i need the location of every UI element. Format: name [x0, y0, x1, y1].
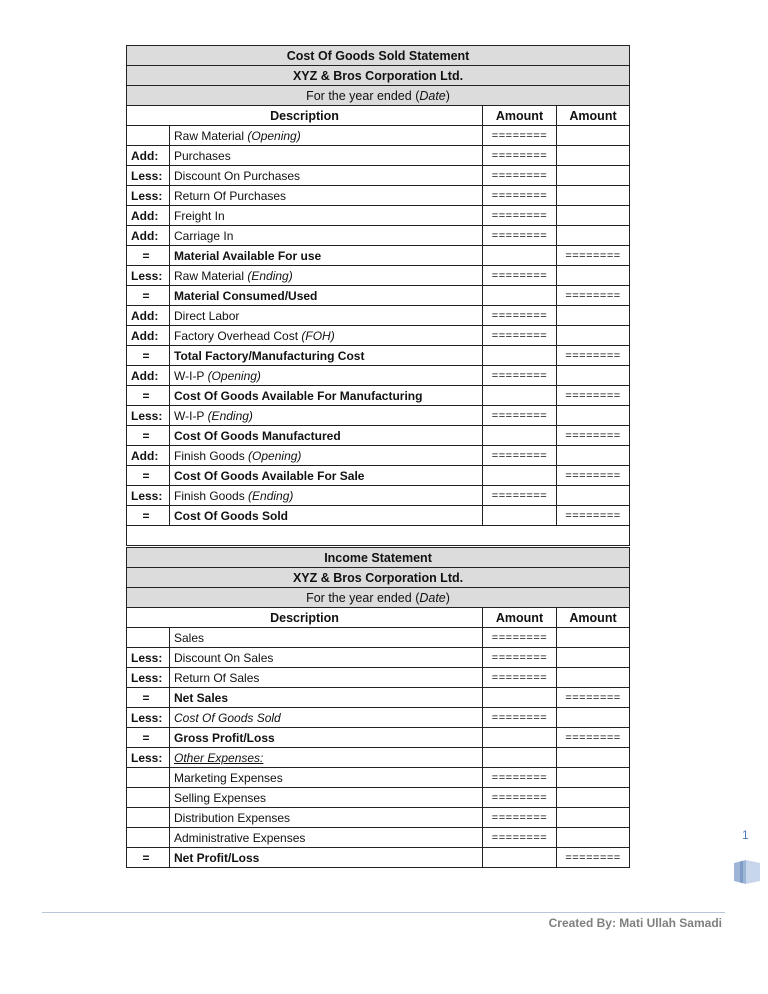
row-amount-2: [557, 446, 630, 466]
row-prefix: [127, 808, 170, 828]
row-prefix: Add:: [127, 306, 170, 326]
cogs-row: [127, 466, 630, 486]
row-prefix: =: [127, 426, 170, 446]
page-number: 1: [742, 828, 749, 842]
cogs-spacer: [127, 526, 630, 546]
row-prefix: Less:: [127, 166, 170, 186]
row-prefix: [127, 788, 170, 808]
row-prefix: =: [127, 466, 170, 486]
row-prefix: Less:: [127, 668, 170, 688]
row-note: (Opening): [248, 448, 302, 463]
row-amount-1: [483, 848, 557, 868]
income-rows: [127, 628, 630, 868]
row-amount-1: ========: [483, 808, 557, 828]
cogs-header: [127, 46, 630, 126]
row-amount-1: [483, 688, 557, 708]
row-amount-2: [557, 708, 630, 728]
income-title: Income Statement: [127, 548, 630, 568]
row-amount-2: [557, 406, 630, 426]
row-amount-2: [557, 186, 630, 206]
row-amount-1: ========: [483, 768, 557, 788]
row-amount-2: ========: [557, 346, 630, 366]
income-row: [127, 748, 630, 768]
row-prefix: =: [127, 506, 170, 526]
row-description: [170, 628, 483, 648]
row-label: Cost Of Goods Available For Sale: [174, 468, 365, 483]
row-amount-1: [483, 426, 557, 446]
row-prefix: Less:: [127, 708, 170, 728]
cogs-row: [127, 366, 630, 386]
row-description: [170, 446, 483, 466]
cogs-column-amount-1: Amount: [483, 106, 557, 126]
row-amount-2: [557, 206, 630, 226]
income-row: [127, 628, 630, 648]
row-prefix: Less:: [127, 486, 170, 506]
cogs-row: [127, 426, 630, 446]
income-row: [127, 768, 630, 788]
row-amount-2: [557, 808, 630, 828]
row-label: Cost Of Goods Manufactured: [174, 428, 341, 443]
row-amount-2: [557, 266, 630, 286]
cogs-row: [127, 286, 630, 306]
income-row: [127, 688, 630, 708]
row-amount-1: ========: [483, 446, 557, 466]
row-description: [170, 688, 483, 708]
row-amount-1: ========: [483, 126, 557, 146]
row-amount-1: ========: [483, 648, 557, 668]
row-label: Raw Material: [174, 128, 248, 143]
row-note: (Ending): [248, 488, 294, 503]
row-description: [170, 768, 483, 788]
row-amount-2: [557, 226, 630, 246]
footer-credit: Created By: Mati Ullah Samadi: [548, 916, 722, 930]
row-label: Cost Of Goods Available For Manufacturing: [174, 388, 423, 403]
row-prefix: =: [127, 386, 170, 406]
cogs-statement-table: [126, 45, 630, 546]
row-description: [170, 226, 483, 246]
row-description: [170, 668, 483, 688]
row-label: Carriage In: [174, 228, 234, 243]
row-description: [170, 708, 483, 728]
row-amount-2: [557, 828, 630, 848]
row-amount-2: [557, 648, 630, 668]
row-prefix: [127, 828, 170, 848]
row-label: Material Available For use: [174, 248, 322, 263]
row-description: [170, 266, 483, 286]
row-amount-1: ========: [483, 226, 557, 246]
row-label: Finish Goods: [174, 488, 249, 503]
row-prefix: =: [127, 848, 170, 868]
row-label: Cost Of Goods Sold: [174, 508, 288, 523]
row-label: W-I-P: [174, 368, 208, 383]
row-prefix: Add:: [127, 366, 170, 386]
cogs-row: [127, 226, 630, 246]
row-amount-1: ========: [483, 788, 557, 808]
row-prefix: Less:: [127, 266, 170, 286]
row-description: [170, 728, 483, 748]
row-prefix: Add:: [127, 226, 170, 246]
row-amount-2: ========: [557, 466, 630, 486]
row-prefix: =: [127, 688, 170, 708]
cogs-row: [127, 486, 630, 506]
row-amount-2: [557, 166, 630, 186]
row-label: Net Sales: [174, 690, 229, 705]
row-label: Raw Material: [174, 268, 248, 283]
row-prefix: =: [127, 286, 170, 306]
row-description: [170, 346, 483, 366]
row-amount-2: [557, 768, 630, 788]
row-amount-1: [483, 748, 557, 768]
row-amount-2: [557, 366, 630, 386]
row-amount-1: ========: [483, 266, 557, 286]
row-description: [170, 326, 483, 346]
row-prefix: [127, 126, 170, 146]
income-column-amount-1: Amount: [483, 608, 557, 628]
row-description: [170, 166, 483, 186]
cogs-row: [127, 446, 630, 466]
row-prefix: Less:: [127, 648, 170, 668]
row-description: [170, 126, 483, 146]
row-label: W-I-P: [174, 408, 208, 423]
row-amount-1: [483, 506, 557, 526]
row-amount-1: ========: [483, 406, 557, 426]
row-prefix: Less:: [127, 748, 170, 768]
cogs-row: [127, 346, 630, 366]
row-description: [170, 246, 483, 266]
row-amount-2: ========: [557, 426, 630, 446]
income-row: [127, 668, 630, 688]
income-row: [127, 728, 630, 748]
row-description: [170, 286, 483, 306]
row-amount-2: ========: [557, 246, 630, 266]
row-description: [170, 466, 483, 486]
cogs-row: [127, 166, 630, 186]
row-label: Sales: [174, 630, 205, 645]
row-amount-1: [483, 728, 557, 748]
row-prefix: [127, 628, 170, 648]
row-amount-2: ========: [557, 848, 630, 868]
row-label: Gross Profit/Loss: [174, 730, 275, 745]
row-amount-1: ========: [483, 628, 557, 648]
income-row: [127, 708, 630, 728]
cogs-row: [127, 146, 630, 166]
row-description: [170, 648, 483, 668]
row-description: [170, 366, 483, 386]
row-description: [170, 788, 483, 808]
cogs-row: [127, 386, 630, 406]
row-description: [170, 506, 483, 526]
row-label: Total Factory/Manufacturing Cost: [174, 348, 365, 363]
row-amount-1: ========: [483, 708, 557, 728]
row-description: [170, 828, 483, 848]
footer-rule: [42, 912, 725, 913]
row-amount-2: ========: [557, 506, 630, 526]
row-amount-2: [557, 326, 630, 346]
row-amount-1: [483, 286, 557, 306]
row-amount-2: ========: [557, 286, 630, 306]
income-row: [127, 808, 630, 828]
row-prefix: =: [127, 246, 170, 266]
cogs-column-amount-2: Amount: [557, 106, 630, 126]
cogs-row: [127, 326, 630, 346]
blank-row: [127, 526, 630, 546]
income-row: [127, 848, 630, 868]
row-amount-1: ========: [483, 166, 557, 186]
row-amount-2: [557, 126, 630, 146]
row-amount-1: ========: [483, 306, 557, 326]
page-corner-icon: [730, 857, 764, 887]
row-label: Discount On Purchases: [174, 168, 301, 183]
row-amount-2: [557, 306, 630, 326]
row-amount-1: [483, 346, 557, 366]
cogs-period: For the year ended (Date): [127, 86, 630, 106]
row-note: (Ending): [247, 268, 293, 283]
row-amount-2: [557, 668, 630, 688]
income-period: For the year ended (Date): [127, 588, 630, 608]
row-amount-1: ========: [483, 186, 557, 206]
row-amount-1: ========: [483, 146, 557, 166]
row-description: [170, 146, 483, 166]
row-description: [170, 406, 483, 426]
row-prefix: =: [127, 728, 170, 748]
row-prefix: =: [127, 346, 170, 366]
row-prefix: Less:: [127, 186, 170, 206]
row-note: (Ending): [207, 408, 253, 423]
row-label: Freight In: [174, 208, 225, 223]
row-prefix: Add:: [127, 206, 170, 226]
row-label: Administrative Expenses: [174, 830, 306, 845]
income-statement-table: [126, 547, 630, 868]
row-amount-1: ========: [483, 828, 557, 848]
income-row: [127, 788, 630, 808]
cogs-title: Cost Of Goods Sold Statement: [127, 46, 630, 66]
cogs-row: [127, 206, 630, 226]
row-prefix: Less:: [127, 406, 170, 426]
income-header: [127, 548, 630, 628]
row-label: Net Profit/Loss: [174, 850, 260, 865]
row-label: Discount On Sales: [174, 650, 274, 665]
income-column-description: Description: [127, 608, 483, 628]
income-column-amount-2: Amount: [557, 608, 630, 628]
row-label: Selling Expenses: [174, 790, 267, 805]
row-prefix: Add:: [127, 146, 170, 166]
cogs-row: [127, 246, 630, 266]
cogs-row: [127, 266, 630, 286]
row-label: Factory Overhead Cost: [174, 328, 302, 343]
cogs-row: [127, 406, 630, 426]
row-label: Direct Labor: [174, 308, 240, 323]
row-label: Other Expenses:: [174, 750, 264, 765]
income-row: [127, 828, 630, 848]
row-description: [170, 186, 483, 206]
row-amount-2: ========: [557, 688, 630, 708]
row-note: (Opening): [207, 368, 261, 383]
row-prefix: Add:: [127, 326, 170, 346]
income-row: [127, 648, 630, 668]
row-amount-2: ========: [557, 386, 630, 406]
row-label: Purchases: [174, 148, 231, 163]
row-label: Return Of Sales: [174, 670, 260, 685]
row-description: [170, 486, 483, 506]
row-description: [170, 426, 483, 446]
row-amount-1: ========: [483, 366, 557, 386]
row-prefix: [127, 768, 170, 788]
row-amount-2: [557, 788, 630, 808]
row-amount-2: [557, 486, 630, 506]
row-amount-1: ========: [483, 486, 557, 506]
row-label: Return Of Purchases: [174, 188, 287, 203]
row-amount-1: ========: [483, 326, 557, 346]
cogs-row: [127, 506, 630, 526]
row-amount-1: [483, 386, 557, 406]
row-note: (Opening): [247, 128, 301, 143]
row-amount-1: ========: [483, 668, 557, 688]
row-note: (FOH): [301, 328, 335, 343]
income-company-name: XYZ & Bros Corporation Ltd.: [127, 568, 630, 588]
row-label: Cost Of Goods Sold: [174, 710, 281, 725]
row-amount-1: [483, 246, 557, 266]
row-description: [170, 306, 483, 326]
row-description: [170, 386, 483, 406]
row-description: [170, 808, 483, 828]
row-label: Finish Goods: [174, 448, 249, 463]
row-label: Material Consumed/Used: [174, 288, 318, 303]
cogs-row: [127, 186, 630, 206]
row-amount-2: ========: [557, 728, 630, 748]
row-description: [170, 206, 483, 226]
cogs-row: [127, 306, 630, 326]
row-amount-2: [557, 628, 630, 648]
row-amount-2: [557, 146, 630, 166]
row-description: [170, 848, 483, 868]
row-label: Distribution Expenses: [174, 810, 291, 825]
row-amount-2: [557, 748, 630, 768]
row-amount-1: [483, 466, 557, 486]
row-description: [170, 748, 483, 768]
cogs-rows: [127, 126, 630, 526]
row-amount-1: ========: [483, 206, 557, 226]
cogs-column-description: Description: [127, 106, 483, 126]
row-label: Marketing Expenses: [174, 770, 283, 785]
row-prefix: Add:: [127, 446, 170, 466]
cogs-company-name: XYZ & Bros Corporation Ltd.: [127, 66, 630, 86]
cogs-row: [127, 126, 630, 146]
